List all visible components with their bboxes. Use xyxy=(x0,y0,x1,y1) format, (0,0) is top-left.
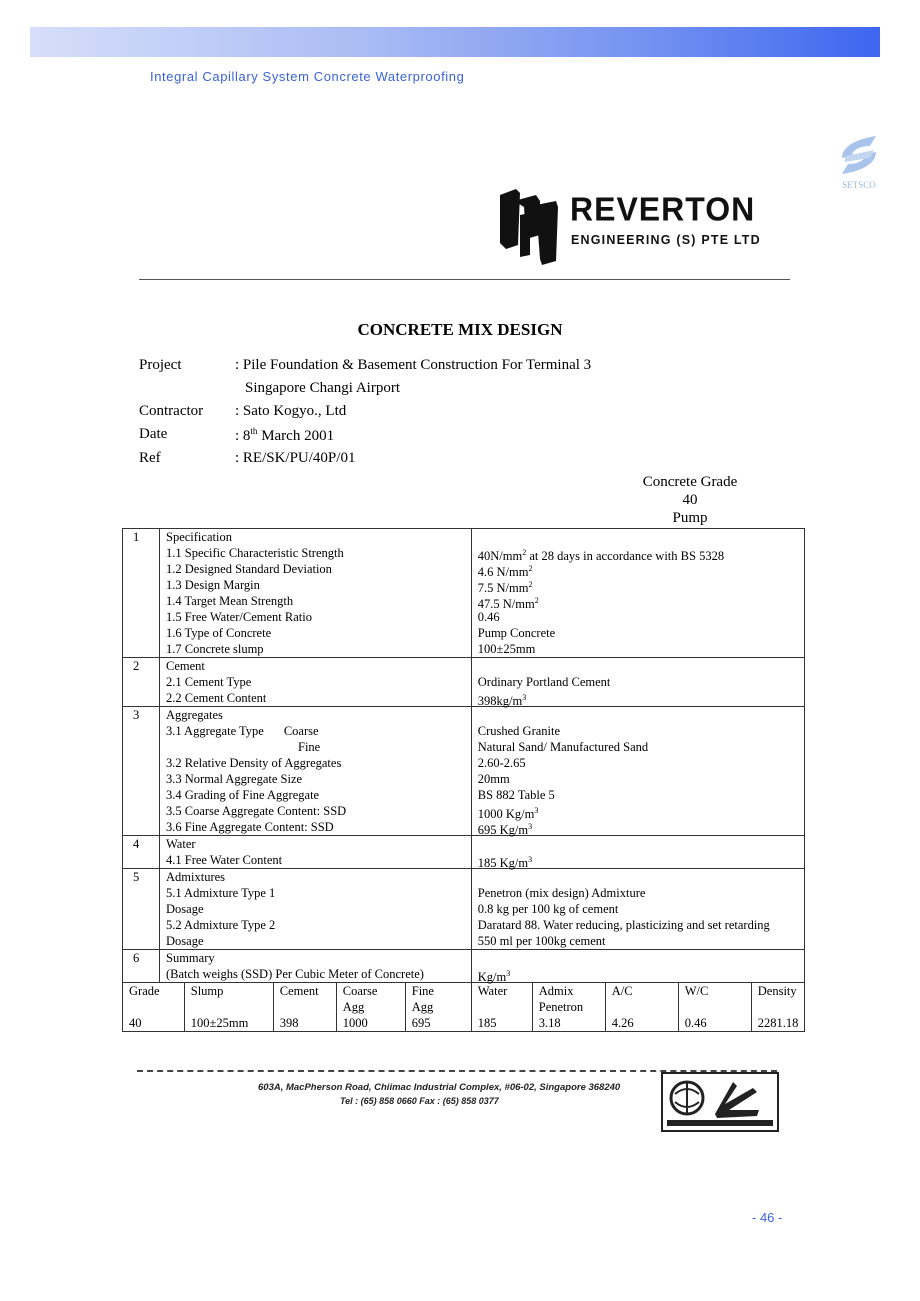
summary-cell-fine-agg: Fine Agg 695 xyxy=(405,983,471,1032)
date-label: Date xyxy=(139,426,168,442)
summary-cell-grade: Grade 40 xyxy=(123,983,185,1032)
summary-cell-wc: W/C 0.46 xyxy=(678,983,751,1032)
summary-cell-cement: Cement 398 xyxy=(273,983,336,1032)
project-label: Project xyxy=(139,357,182,373)
section-description: Specification 1.1 Specific Characteristic Strength 1.2 Designed Standard Deviation 1.3 Design Margin 1.4 Target Mean Strength 1.5 Free Water/Cement Ratio 1.6 Type of Concrete 1.7 Concrete slump xyxy=(160,529,472,658)
section-description: Water 4.1 Free Water Content xyxy=(160,836,472,869)
contractor-label: Contractor xyxy=(139,403,204,419)
setsco-text: SETSCO xyxy=(842,180,876,190)
section-values: Ordinary Portland Cement $398kg/m^3$ xyxy=(471,658,804,707)
section-number: 2 xyxy=(123,658,160,707)
grade-block xyxy=(600,473,780,527)
summary-row xyxy=(123,983,805,1032)
section-description: Cement 2.1 Cement Type 2.2 Cement Content xyxy=(160,658,472,707)
certification-badge xyxy=(661,1072,779,1132)
header-divider xyxy=(139,279,790,280)
footer-address: 603A, MacPherson Road, Chiimac Industrial Complex, #06-02, Singapore 368240 xyxy=(258,1082,621,1093)
section-number: 1 xyxy=(123,529,160,658)
section-number: 5 xyxy=(123,869,160,950)
ref-label: Ref xyxy=(139,450,161,466)
section-number: 4 xyxy=(123,836,160,869)
grade-line-3: Pump xyxy=(672,510,708,526)
table-row xyxy=(123,707,805,836)
summary-cell-water: Water 185 xyxy=(471,983,532,1032)
project-value-1: : Pile Foundation & Basement Construction For Terminal 3 xyxy=(235,357,592,373)
summary-cell-ac: A/C 4.26 xyxy=(605,983,678,1032)
page-number: - 46 - xyxy=(752,1210,783,1225)
company-logo xyxy=(496,185,786,270)
section-values: 185 $Kg/m^3$ xyxy=(471,836,804,869)
summary-cell-coarse-agg: Coarse Agg 1000 xyxy=(336,983,405,1032)
grade-line-1: Concrete Grade xyxy=(642,474,738,490)
date-value: : 8th March 2001 xyxy=(235,426,335,444)
project-row-2 xyxy=(0,380,920,400)
reverton-mark-icon xyxy=(496,185,560,267)
table-row xyxy=(123,658,805,707)
grade-line-2: 40 xyxy=(682,492,698,508)
contractor-row xyxy=(0,403,920,423)
mix-design-table xyxy=(122,528,805,1032)
section-number: 6 xyxy=(123,950,160,983)
section-values: Crushed Granite Natural Sand/ Manufactured Sand 2.60-2.65 20mm BS 882 Table 5 1000 $Kg/m^3$ 695 $Kg/m^3$ xyxy=(471,707,804,836)
table-row xyxy=(123,836,805,869)
setsco-emblem-icon xyxy=(834,130,884,180)
section-values: Penetron (mix design) Admixture 0.8 kg per 100 kg of cement Daratard 88. Water reducing, plasticizing and set retarding 550 ml per 100kg cement xyxy=(471,869,804,950)
document-title: CONCRETE MIX DESIGN xyxy=(357,320,563,339)
section-description: Aggregates 3.1 Aggregate Type Coarse Fine 3.2 Relative Density of Aggregates 3.3 Normal Aggregate Size 3.4 Grading of Fine Aggregate 3.5 Coarse Aggregate Content: SSD 3.6 Fine Aggregate Content: SSD xyxy=(160,707,472,836)
section-number: 3 xyxy=(123,707,160,836)
section-values: $Kg/m^3$ xyxy=(471,950,804,983)
contractor-value: : Sato Kogyo., Ltd xyxy=(235,403,347,419)
header-band xyxy=(30,27,880,57)
certification-mark-icon xyxy=(663,1074,777,1130)
summary-cell-density: Density 2281.18 xyxy=(751,983,804,1032)
footer-contact: Tel : (65) 858 0660 Fax : (65) 858 0377 xyxy=(340,1096,499,1106)
table-row xyxy=(123,529,805,658)
setsco-logo xyxy=(834,130,884,194)
ref-row xyxy=(0,450,920,470)
ref-value: : RE/SK/PU/40P/01 xyxy=(235,450,356,466)
section-description: Summary (Batch weighs (SSD) Per Cubic Meter of Concrete) xyxy=(160,950,472,983)
project-value-2: Singapore Changi Airport xyxy=(245,380,400,396)
company-name: REVERTON xyxy=(570,190,756,228)
summary-cell-admix: Admix Penetron 3.18 xyxy=(532,983,605,1032)
summary-cell-slump: Slump 100±25mm xyxy=(184,983,273,1032)
table-row xyxy=(123,950,805,983)
section-values: $40N/mm^2$ at 28 days in accordance with BS 5328 4.6 $N/mm^2$ 7.5 $N/mm^2$ 47.5 $N/mm^2$ 0.46 Pump Concrete 100±25mm xyxy=(471,529,804,658)
header-title: Integral Capillary System Concrete Waterproofing xyxy=(150,69,465,84)
project-row xyxy=(0,357,920,377)
company-subtitle: ENGINEERING (S) PTE LTD xyxy=(571,233,761,247)
section-description: Admixtures 5.1 Admixture Type 1 Dosage 5.2 Admixture Type 2 Dosage xyxy=(160,869,472,950)
table-row xyxy=(123,869,805,950)
date-row xyxy=(0,426,920,446)
